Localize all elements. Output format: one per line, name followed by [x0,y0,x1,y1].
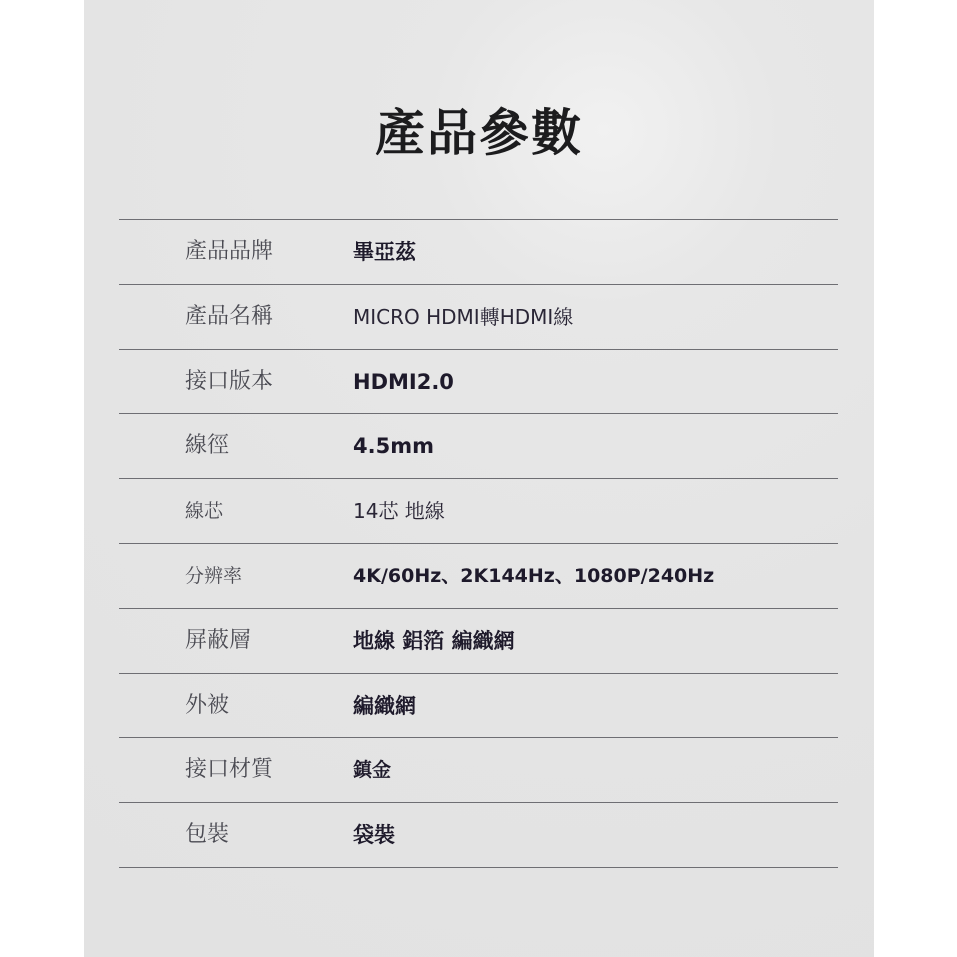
spec-row-packaging [119,803,838,868]
spec-row-core [119,479,838,544]
spec-label: 接口材質 [185,757,274,783]
spec-label: 屏蔽層 [185,627,252,653]
spec-row-name [119,285,838,350]
spec-row-connector-material [119,738,838,803]
spec-row-jacket [119,674,838,739]
spec-value: 畢亞茲 [353,240,416,264]
spec-value: 4K/60Hz、2K144Hz、1080P/240Hz [353,564,715,587]
page-title: 產品參數 [375,104,583,162]
spec-value: 編織網 [353,693,416,718]
spec-label: 產品名稱 [185,303,274,329]
spec-panel [84,0,874,957]
spec-label: 分辨率 [185,564,243,587]
spec-value: MICRO HDMI轉HDMI線 [353,304,574,329]
spec-label: 接口版本 [185,368,274,394]
spec-value: HDMI2.0 [353,369,454,394]
spec-label: 包裝 [185,822,230,848]
spec-label: 線芯 [185,500,224,523]
spec-row-interface-version [119,350,838,415]
spec-value: 袋裝 [353,823,395,848]
spec-row-shielding [119,609,838,674]
spec-value: 14芯 地線 [353,499,445,524]
spec-value: 4.5mm [353,434,434,459]
spec-label: 線徑 [185,433,230,459]
spec-table [119,219,838,868]
spec-value: 地線 鋁箔 編織網 [353,628,515,653]
spec-label: 產品品牌 [185,239,274,264]
spec-value: 鎮金 [353,759,392,782]
spec-label: 外被 [185,692,230,718]
spec-row-brand [119,220,838,285]
spec-row-diameter [119,414,838,479]
spec-row-resolution [119,544,838,609]
